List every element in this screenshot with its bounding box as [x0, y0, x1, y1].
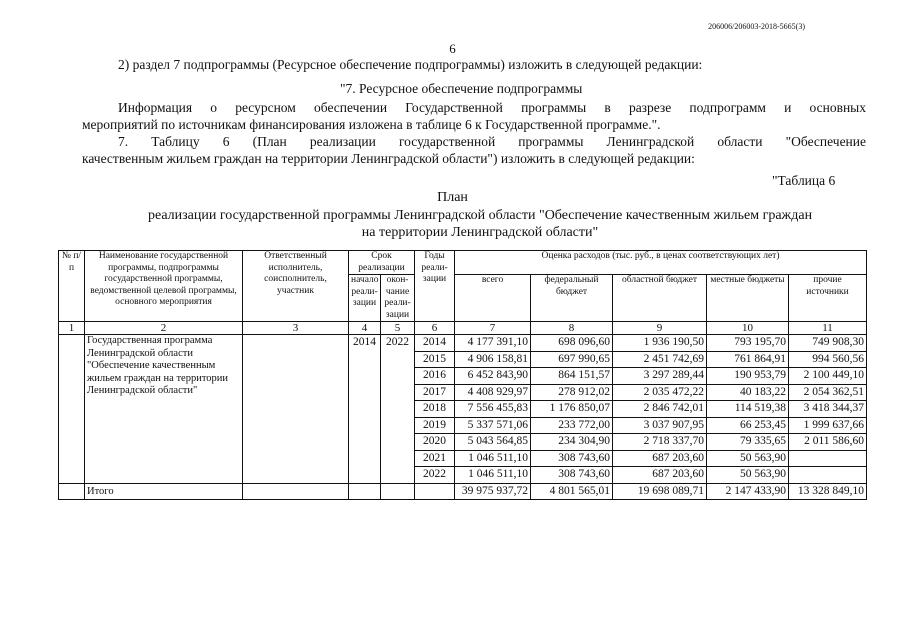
federal-cell: 233 772,00 [531, 417, 613, 434]
header-term-end: окон-чание реали-зации [381, 275, 415, 322]
local-cell: 190 953,79 [707, 368, 789, 385]
other-cell: 2 100 449,10 [789, 368, 867, 385]
col-number: 11 [789, 322, 867, 335]
header-total: всего [455, 275, 531, 322]
table-row [59, 335, 867, 352]
header-years: Годы реали-зации [415, 251, 455, 322]
local-cell: 793 195,70 [707, 335, 789, 352]
paragraph-info-line1: Информация о ресурсном обеспечении Государственной программы в разрезе подпрограмм и основных [118, 100, 866, 115]
plan-title [100, 207, 860, 241]
paragraph-table6-line2: качественным жильем граждан на территории Ленинградской области") изложить в следующей редакции: [82, 151, 695, 166]
regional-cell: 687 203,60 [613, 467, 707, 484]
totals-local: 2 147 433,90 [707, 483, 789, 500]
other-cell: 2 054 362,51 [789, 384, 867, 401]
totals-total: 39 975 937,72 [455, 483, 531, 500]
header-term: Срок реализации [349, 251, 415, 275]
plan-heading: План [437, 190, 468, 205]
term-start-cell [349, 483, 381, 500]
federal-cell: 278 912,02 [531, 384, 613, 401]
header-local: местные бюджеты [707, 275, 789, 322]
header-term-start: начало реали-зации [349, 275, 381, 322]
document-code: 206006/206003-2018-5665(3) [708, 22, 805, 31]
header-other: прочие источники [789, 275, 867, 322]
row-num-cell [59, 335, 85, 484]
executor-cell [243, 335, 349, 484]
header-regional: областной бюджет [613, 275, 707, 322]
total-cell: 1 046 511,10 [455, 450, 531, 467]
col-number: 3 [243, 322, 349, 335]
federal-cell: 697 990,65 [531, 351, 613, 368]
regional-cell: 2 035 472,22 [613, 384, 707, 401]
regional-cell: 1 936 190,50 [613, 335, 707, 352]
term-end-cell [381, 483, 415, 500]
year-cell: 2019 [415, 417, 455, 434]
total-cell: 7 556 455,83 [455, 401, 531, 418]
local-cell: 114 519,38 [707, 401, 789, 418]
col-number: 5 [381, 322, 415, 335]
header-name: Наименование государственной программы, подпрограммы государственной программы, ведомственной целевой программы, основного мероприятия [85, 251, 243, 322]
total-cell: 1 046 511,10 [455, 467, 531, 484]
other-cell: 749 908,30 [789, 335, 867, 352]
local-cell: 66 253,45 [707, 417, 789, 434]
row-num-cell [59, 483, 85, 500]
local-cell: 50 563,90 [707, 450, 789, 467]
total-cell: 4 408 929,97 [455, 384, 531, 401]
header-executor: Ответственный исполнитель, соисполнитель, участник [243, 251, 349, 322]
federal-cell: 234 304,90 [531, 434, 613, 451]
executor-cell [243, 483, 349, 500]
col-number: 7 [455, 322, 531, 335]
year-cell: 2018 [415, 401, 455, 418]
federal-cell: 1 176 850,07 [531, 401, 613, 418]
totals-row [59, 483, 867, 500]
totals-federal: 4 801 565,01 [531, 483, 613, 500]
local-cell: 79 335,65 [707, 434, 789, 451]
regional-cell: 3 037 907,95 [613, 417, 707, 434]
regional-cell: 2 451 742,69 [613, 351, 707, 368]
federal-cell: 308 743,60 [531, 467, 613, 484]
total-cell: 4 906 158,81 [455, 351, 531, 368]
local-cell: 50 563,90 [707, 467, 789, 484]
year-cell: 2022 [415, 467, 455, 484]
paragraph-table6-line1: 7. Таблицу 6 (План реализации государственной программы Ленинградской области "Обеспечение [118, 134, 866, 149]
year-cell: 2015 [415, 351, 455, 368]
regional-cell: 2 846 742,01 [613, 401, 707, 418]
page-number: 6 [449, 41, 456, 56]
other-cell: 1 999 637,66 [789, 417, 867, 434]
column-numbers-row [59, 322, 867, 335]
local-cell: 40 183,22 [707, 384, 789, 401]
col-number: 9 [613, 322, 707, 335]
paragraph-info-line2: мероприятий по источникам финансирования изложена в таблице 6 к Государственной программе.". [82, 117, 661, 132]
col-number: 1 [59, 322, 85, 335]
col-number: 8 [531, 322, 613, 335]
federal-cell: 864 151,57 [531, 368, 613, 385]
year-cell: 2016 [415, 368, 455, 385]
header-cost: Оценка расходов (тыс. руб., в ценах соответствующих лет) [455, 251, 867, 275]
year-cell: 2017 [415, 384, 455, 401]
year-cell: 2020 [415, 434, 455, 451]
other-cell: 2 011 586,60 [789, 434, 867, 451]
regional-cell: 2 718 337,70 [613, 434, 707, 451]
header-num: № п/п [59, 251, 85, 322]
col-number: 2 [85, 322, 243, 335]
total-cell: 5 043 564,85 [455, 434, 531, 451]
total-cell: 6 452 843,90 [455, 368, 531, 385]
other-cell [789, 467, 867, 484]
year-cell: 2021 [415, 450, 455, 467]
federal-cell: 698 096,60 [531, 335, 613, 352]
other-cell [789, 450, 867, 467]
term-start: 2014 [349, 335, 381, 484]
regional-cell: 687 203,60 [613, 450, 707, 467]
program-name: Государственная программа Ленинградской области "Обеспечение качественным жильем граждан на территории Ленинградской области" [85, 335, 243, 484]
totals-label: Итого [85, 483, 243, 500]
plan-title-line2: на территории Ленинградской области" [361, 225, 599, 240]
plan-table [58, 250, 867, 500]
year-cell [415, 483, 455, 500]
totals-regional: 19 698 089,71 [613, 483, 707, 500]
paragraph-section7: 2) раздел 7 подпрограммы (Ресурсное обеспечение подпрограммы) изложить в следующей редакции: [118, 57, 703, 72]
total-cell: 5 337 571,06 [455, 417, 531, 434]
plan-title-line1: реализации государственной программы Ленинградской области "Обеспечение качественным жильем граждан [147, 208, 813, 223]
header-federal: федеральный бюджет [531, 275, 613, 322]
col-number: 4 [349, 322, 381, 335]
totals-other: 13 328 849,10 [789, 483, 867, 500]
col-number: 10 [707, 322, 789, 335]
other-cell: 994 560,56 [789, 351, 867, 368]
local-cell: 761 864,91 [707, 351, 789, 368]
col-number: 6 [415, 322, 455, 335]
header-row-1 [59, 251, 867, 275]
term-end: 2022 [381, 335, 415, 484]
other-cell: 3 418 344,37 [789, 401, 867, 418]
paragraph-section7-title: "7. Ресурсное обеспечение подпрограммы [340, 81, 583, 96]
total-cell: 4 177 391,10 [455, 335, 531, 352]
federal-cell: 308 743,60 [531, 450, 613, 467]
table-reference: "Таблица 6 [772, 173, 836, 188]
year-cell: 2014 [415, 335, 455, 352]
regional-cell: 3 297 289,44 [613, 368, 707, 385]
